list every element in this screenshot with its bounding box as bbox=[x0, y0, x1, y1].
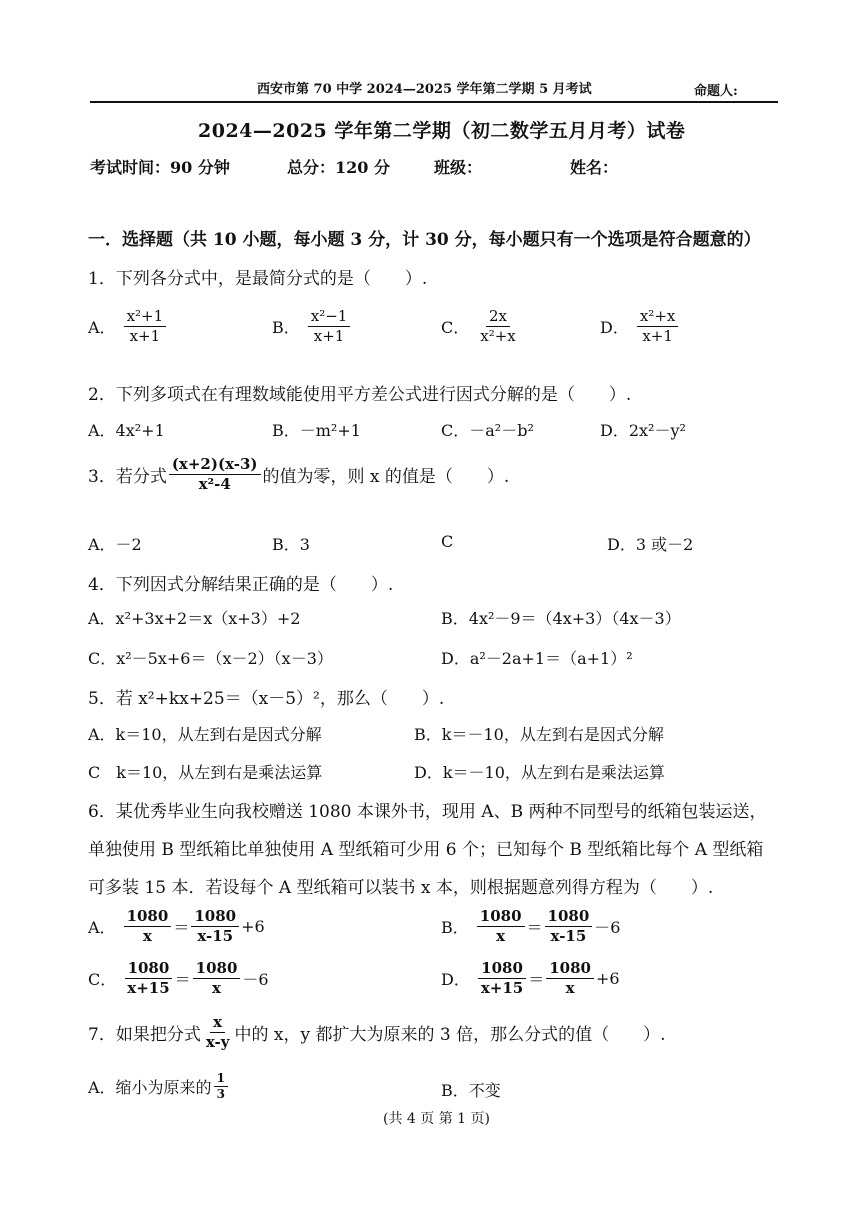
section-heading: 一．选择题（共 10 小题，每小题 3 分，计 30 分，每小题只有一个选项是符合题意的） bbox=[88, 230, 761, 250]
q7-suffix: 中的 x，y 都扩大为原来的 3 倍，那么分式的值（ ）. bbox=[234, 1024, 666, 1045]
fraction-numerator: 1 bbox=[214, 1072, 228, 1087]
q1-option-d bbox=[600, 308, 680, 344]
fraction-numerator: (x+2)(x-3) bbox=[169, 456, 261, 475]
fraction-denominator: x-y bbox=[205, 1032, 230, 1051]
question-1-stem: 1．下列各分式中，是最简分式的是（ ）. bbox=[88, 269, 428, 289]
fraction-denominator: x+15 bbox=[127, 978, 170, 997]
q7-prefix: 7．如果把分式 bbox=[88, 1024, 201, 1045]
question-4-stem: 4．下列因式分解结果正确的是（ ）. bbox=[88, 575, 394, 595]
q4-option-c: C．x²－5x+6＝（x－2）（x－3） bbox=[88, 649, 333, 668]
question-7-stem bbox=[88, 1014, 665, 1050]
fraction-denominator: x-15 bbox=[550, 926, 587, 945]
constant-term: +6 bbox=[241, 916, 265, 936]
q5-option-b: B．k＝－10，从左到右是因式分解 bbox=[414, 725, 664, 744]
constant-term: －6 bbox=[594, 917, 621, 937]
fraction-denominator: x+1 bbox=[313, 326, 345, 345]
q3-suffix: 的值为零，则 x 的值是（ ）. bbox=[262, 466, 510, 487]
question-2-stem: 2．下列多项式在有理数域能使用平方差公式进行因式分解的是（ ）. bbox=[88, 385, 632, 405]
total-score: 总分：120 分 bbox=[287, 158, 390, 177]
fraction-numerator: 2x bbox=[486, 308, 510, 327]
equals-sign: ＝ bbox=[528, 969, 545, 989]
q3-prefix: 3．若分式 bbox=[88, 466, 167, 487]
class-field-label: 班级： bbox=[434, 158, 483, 177]
q1-option-b bbox=[272, 308, 352, 344]
equals-sign: ＝ bbox=[174, 969, 191, 989]
fraction-denominator: x²-4 bbox=[198, 474, 231, 493]
fraction-denominator: x-15 bbox=[197, 926, 234, 945]
q6-option-c bbox=[88, 960, 269, 996]
option-label: D． bbox=[600, 317, 629, 337]
constant-term: +6 bbox=[596, 968, 620, 988]
fraction-denominator: x+1 bbox=[642, 326, 673, 345]
fraction-numerator: 1080 bbox=[124, 908, 172, 927]
question-3-stem bbox=[88, 456, 509, 492]
option-label: C． bbox=[441, 317, 470, 337]
question-5-stem: 5．若 x²+kx+25＝（x－5）²，那么（ ）. bbox=[88, 689, 445, 709]
q3-option-d: D．3 或－2 bbox=[607, 535, 694, 554]
name-field-label: 姓名： bbox=[570, 158, 619, 177]
q7-option-a bbox=[88, 1072, 230, 1101]
fraction-denominator: 3 bbox=[216, 1087, 225, 1102]
fraction-numerator: 1080 bbox=[477, 908, 525, 927]
fraction-numerator: 1080 bbox=[193, 960, 241, 979]
q5-option-d: D．k＝－10，从左到右是乘法运算 bbox=[414, 763, 665, 782]
header-divider bbox=[90, 101, 778, 103]
option-text: A．缩小为原来的 bbox=[88, 1078, 212, 1098]
q4-option-d: D．a²－2a+1＝（a+1）² bbox=[441, 649, 633, 668]
option-label: C． bbox=[88, 969, 117, 989]
q6-option-d bbox=[441, 960, 620, 996]
fraction-numerator: 1080 bbox=[546, 960, 594, 979]
page-title: 2024—2025 学年第二学期（初二数学五月月考）试卷 bbox=[198, 120, 686, 142]
fraction-numerator: 1080 bbox=[545, 908, 593, 927]
fraction-denominator: x bbox=[496, 926, 506, 945]
page-footer: (共 4 页 第 1 页) bbox=[383, 1111, 490, 1127]
fraction-numerator: x²−1 bbox=[308, 308, 351, 327]
question-6-line-2: 单独使用 B 型纸箱比单独使用 A 型纸箱可少用 6 个；已知每个 B 型纸箱比每个 A 型纸箱 bbox=[88, 840, 764, 860]
q3-option-a: A．－2 bbox=[88, 535, 142, 554]
exam-time: 考试时间：90 分钟 bbox=[90, 158, 230, 177]
fraction-denominator: x bbox=[565, 978, 575, 997]
q2-option-a: A．4x²+1 bbox=[88, 421, 165, 440]
fraction-numerator: 1080 bbox=[191, 908, 239, 927]
fraction-numerator: 1080 bbox=[125, 960, 173, 979]
equals-sign: ＝ bbox=[526, 917, 543, 937]
q2-option-b: B．－m²+1 bbox=[272, 421, 361, 440]
header-author: 命题人: bbox=[694, 84, 738, 99]
option-label: B． bbox=[441, 917, 469, 937]
q4-option-a: A．x²+3x+2＝x（x+3）+2 bbox=[88, 609, 301, 628]
option-label: A． bbox=[88, 317, 116, 337]
q6-option-b bbox=[441, 908, 620, 944]
q3-option-c: C bbox=[441, 532, 454, 551]
fraction-numerator: x²+x bbox=[637, 308, 679, 327]
constant-term: －6 bbox=[242, 969, 269, 989]
q7-option-b: B．不变 bbox=[441, 1081, 501, 1100]
equals-sign: ＝ bbox=[173, 917, 190, 937]
question-6-line-1: 6．某优秀毕业生向我校赠送 1080 本课外书，现用 A、B 两种不同型号的纸箱包装运送， bbox=[88, 802, 767, 822]
q4-option-b: B．4x²－9＝（4x+3）（4x－3） bbox=[441, 609, 681, 628]
fraction-numerator: x²+1 bbox=[124, 308, 167, 327]
q6-option-a bbox=[88, 908, 265, 944]
q5-option-c: C k＝10，从左到右是乘法运算 bbox=[88, 763, 323, 782]
q2-option-c: C．－a²－b² bbox=[441, 421, 534, 440]
fraction-denominator: x bbox=[212, 978, 221, 997]
fraction-denominator: x+15 bbox=[480, 978, 524, 997]
q5-option-a: A．k＝10，从左到右是因式分解 bbox=[88, 725, 322, 744]
question-6-line-3: 可多装 15 本．若设每个 A 型纸箱可以装书 x 本，则根据题意列得方程为（ ）. bbox=[88, 878, 714, 898]
fraction-numerator: x bbox=[210, 1014, 225, 1033]
q3-option-b: B．3 bbox=[272, 535, 310, 554]
q1-option-c bbox=[441, 308, 521, 344]
option-label: D． bbox=[441, 969, 470, 989]
fraction-numerator: 1080 bbox=[478, 960, 526, 979]
q1-option-a bbox=[88, 308, 168, 344]
header-school-line: 西安市第 70 中学 2024—2025 学年第二学期 5 月考试 bbox=[257, 82, 592, 97]
option-label: B． bbox=[272, 317, 300, 337]
option-label: A． bbox=[88, 917, 116, 937]
fraction-denominator: x+1 bbox=[129, 326, 161, 345]
fraction-denominator: x bbox=[142, 926, 152, 945]
fraction-denominator: x²+x bbox=[480, 326, 516, 345]
q2-option-d: D．2x²－y² bbox=[600, 421, 686, 440]
